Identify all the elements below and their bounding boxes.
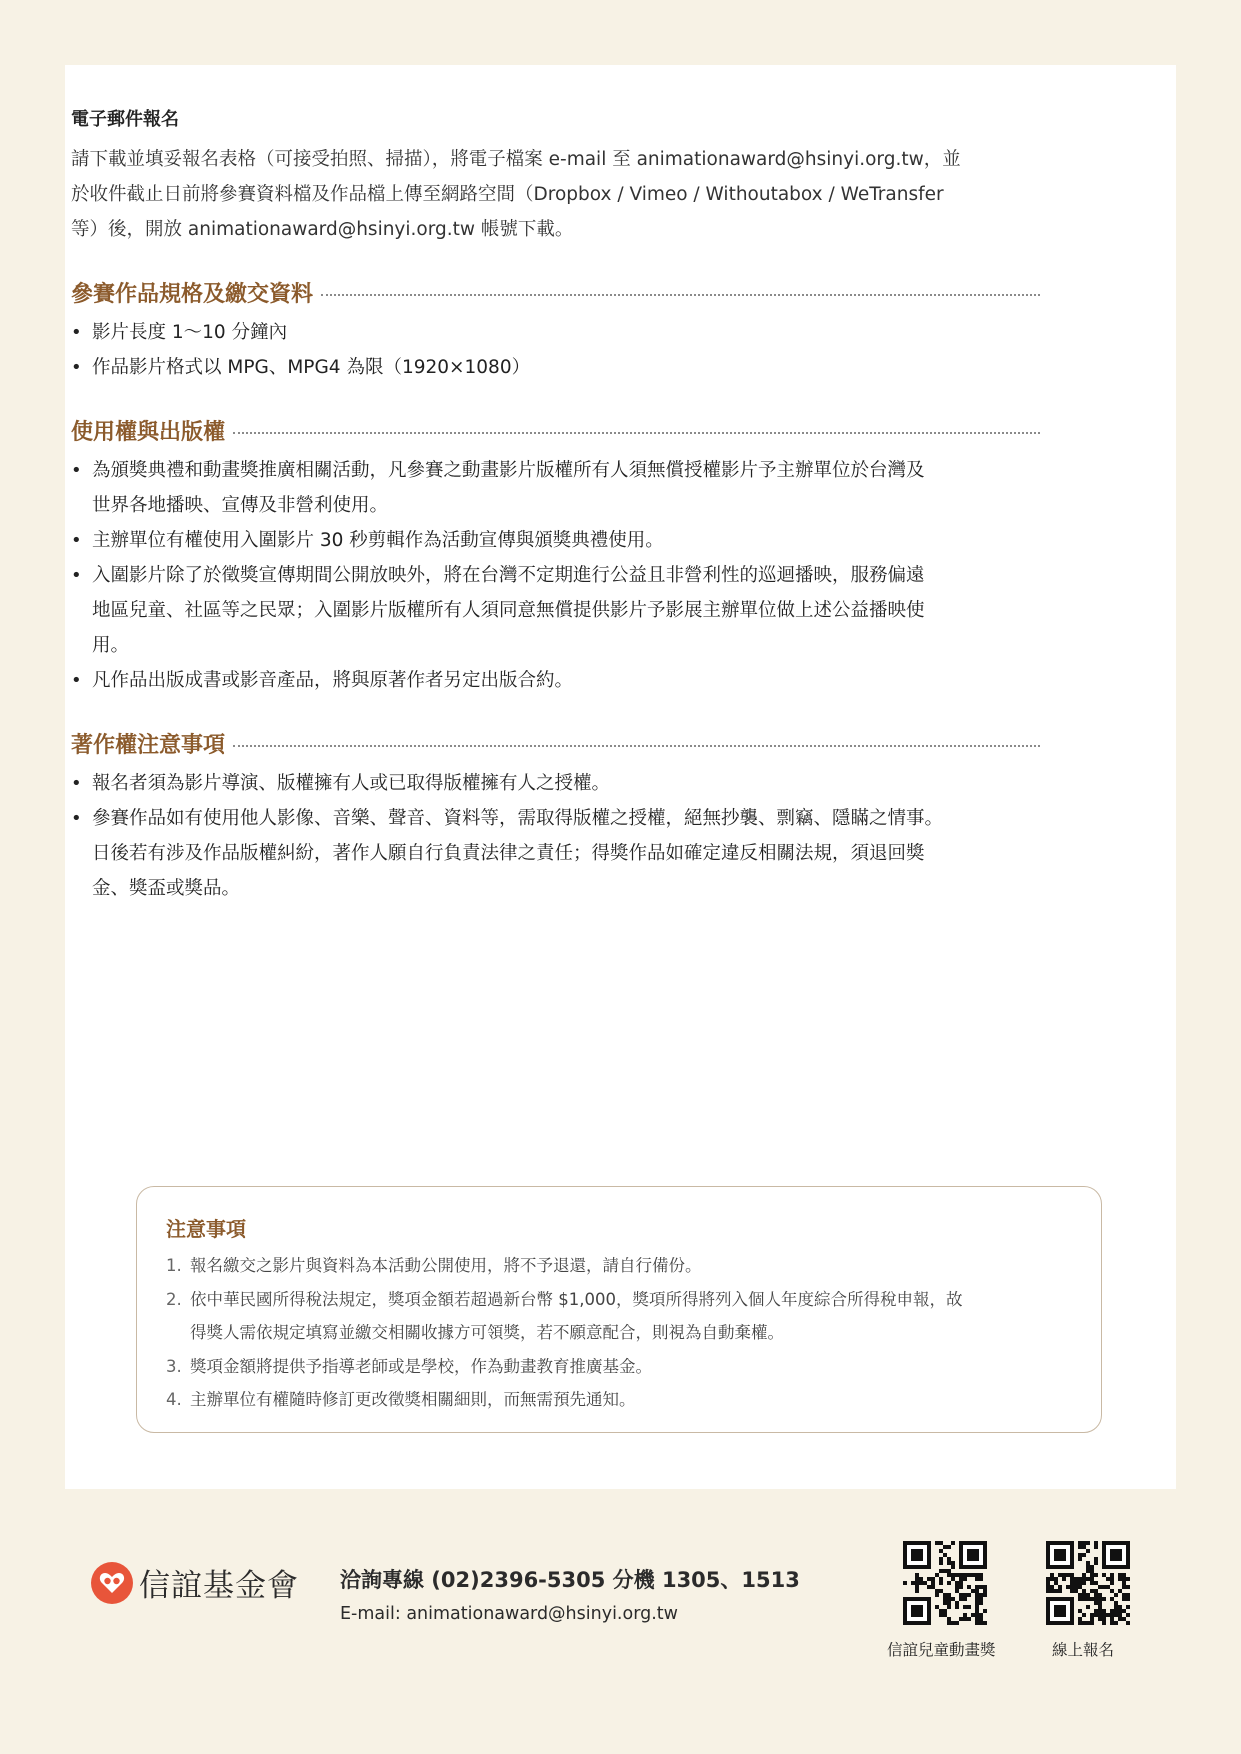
notice-item-number: 1. — [166, 1256, 182, 1275]
list-item-line: 參賽作品如有使用他人影像、音樂、聲音、資料等，需取得版權之授權，絕無抄襲、剽竊、隱瞞之情事。 — [92, 808, 944, 829]
notice-item-line: 獎項金額將提供予指導老師或是學校，作為動畫教育推廣基金。 — [190, 1356, 652, 1376]
bullet-icon: • — [71, 808, 82, 829]
bullet-icon: • — [71, 773, 82, 794]
list-item — [71, 558, 1040, 663]
notice-item-line: 依中華民國所得稅法規定，獎項金額若超過新台幣 $1,000，獎項所得將列入個人年度綜合所得稅申報，故 — [190, 1289, 963, 1309]
list-item — [71, 350, 1040, 385]
list-item — [71, 453, 1040, 523]
org-name: 信誼基金會 — [139, 1568, 299, 1604]
email-registration-title: 電子郵件報名 — [71, 109, 179, 130]
list-item-line: 作品影片格式以 MPG、MPG4 為限（1920×1080） — [92, 357, 531, 378]
notice-item-number: 3. — [166, 1356, 182, 1376]
bullet-icon: • — [71, 460, 82, 481]
list-item-line: 金、獎盃或獎品。 — [92, 878, 241, 899]
list-item — [71, 766, 1040, 801]
bullet-icon: • — [71, 357, 82, 378]
list-item — [71, 315, 1040, 350]
notice-item-line: 得獎人需依規定填寫並繳交相關收據方可領獎，若不願意配合，則視為自動棄權。 — [190, 1323, 784, 1342]
notice-item-line: 報名繳交之影片與資料為本活動公開使用，將不予退還，請自行備份。 — [190, 1256, 702, 1275]
section-title: 著作權注意事項 — [71, 732, 226, 758]
bullet-list — [71, 766, 1040, 906]
email-body-line: 於收件截止日前將參賽資料檔及作品檔上傳至網路空間（Dropbox / Vimeo / Withoutabox / WeTransfer — [71, 184, 944, 205]
list-item-line: 入圍影片除了於徵獎宣傳期間公開放映外，將在台灣不定期進行公益且非營利性的巡迴播映，服務偏遠 — [92, 565, 925, 586]
bullet-icon: • — [71, 565, 82, 586]
notice-item-line: 主辦單位有權隨時修訂更改徵獎相關細則，而無需預先通知。 — [190, 1390, 636, 1409]
sections-container — [71, 275, 1040, 906]
heart-logo-icon — [91, 1562, 133, 1604]
notice-item-number: 2. — [166, 1289, 182, 1309]
list-item-line: 用。 — [92, 635, 130, 656]
notice-item — [166, 1283, 1076, 1350]
bullet-icon: • — [71, 322, 82, 343]
bullet-icon: • — [71, 670, 82, 691]
email-registration-body — [71, 142, 1040, 247]
contact-info — [340, 1565, 800, 1627]
list-item-line: 報名者須為影片導演、版權擁有人或已取得版權擁有人之授權。 — [92, 773, 611, 794]
notice-item — [166, 1383, 1076, 1417]
section-heading — [71, 726, 1040, 760]
notice-box — [136, 1186, 1102, 1433]
contact-phone: 洽詢專線 (02)2396-5305 分機 1305、1513 — [340, 1568, 800, 1592]
main-content — [71, 108, 1040, 906]
section-title: 參賽作品規格及繳交資料 — [71, 281, 314, 307]
list-item-line: 為頒獎典禮和動畫獎推廣相關活動，凡參賽之動畫影片版權所有人須無償授權影片予主辦單位於台灣及 — [92, 460, 925, 481]
dotted-divider — [233, 745, 1040, 747]
bullet-list — [71, 315, 1040, 385]
list-item-line: 凡作品出版成書或影音產品，將與原著作者另定出版合約。 — [92, 670, 574, 691]
list-item-line: 主辦單位有權使用入圍影片 30 秒剪輯作為活動宣傳與頒獎典禮使用。 — [92, 530, 664, 551]
bullet-list — [71, 453, 1040, 698]
notice-title: 注意事項 — [166, 1217, 246, 1241]
qr-code-online-registration-icon[interactable] — [1046, 1541, 1130, 1625]
email-body-line: 請下載並填妥報名表格（可接受拍照、掃描），將電子檔案 e-mail 至 animationaward@hsinyi.org.tw，並 — [71, 149, 961, 170]
list-item — [71, 801, 1040, 906]
list-item-line: 日後若有涉及作品版權糾紛，著作人願自行負責法律之責任；得獎作品如確定違反相關法規，須退回獎 — [92, 843, 925, 864]
dotted-divider — [321, 294, 1040, 296]
notice-item — [166, 1350, 1076, 1384]
notice-item — [166, 1249, 1076, 1283]
list-item-line: 影片長度 1～10 分鐘內 — [92, 322, 288, 343]
notice-item-number: 4. — [166, 1390, 182, 1409]
qr-label-animation-award: 信誼兒童動畫獎 — [887, 1641, 996, 1659]
section-title: 使用權與出版權 — [71, 419, 226, 445]
list-item-line: 世界各地播映、宣傳及非營利使用。 — [92, 495, 389, 516]
contact-email[interactable]: E-mail: animationaward@hsinyi.org.tw — [340, 1604, 678, 1624]
list-item-line: 地區兒童、社區等之民眾；入圍影片版權所有人須同意無償提供影片予影展主辦單位做上述公益播映使 — [92, 600, 925, 621]
notice-list — [166, 1249, 1076, 1417]
qr-code-animation-award-icon[interactable] — [903, 1541, 987, 1625]
section-heading — [71, 275, 1040, 309]
hsinyi-logo — [91, 1560, 299, 1605]
dotted-divider — [233, 432, 1040, 434]
list-item — [71, 523, 1040, 558]
qr-label-online-registration: 線上報名 — [1052, 1641, 1115, 1659]
list-item — [71, 663, 1040, 698]
bullet-icon: • — [71, 530, 82, 551]
section-heading — [71, 413, 1040, 447]
email-body-line: 等）後，開放 animationaward@hsinyi.org.tw 帳號下載。 — [71, 219, 574, 240]
